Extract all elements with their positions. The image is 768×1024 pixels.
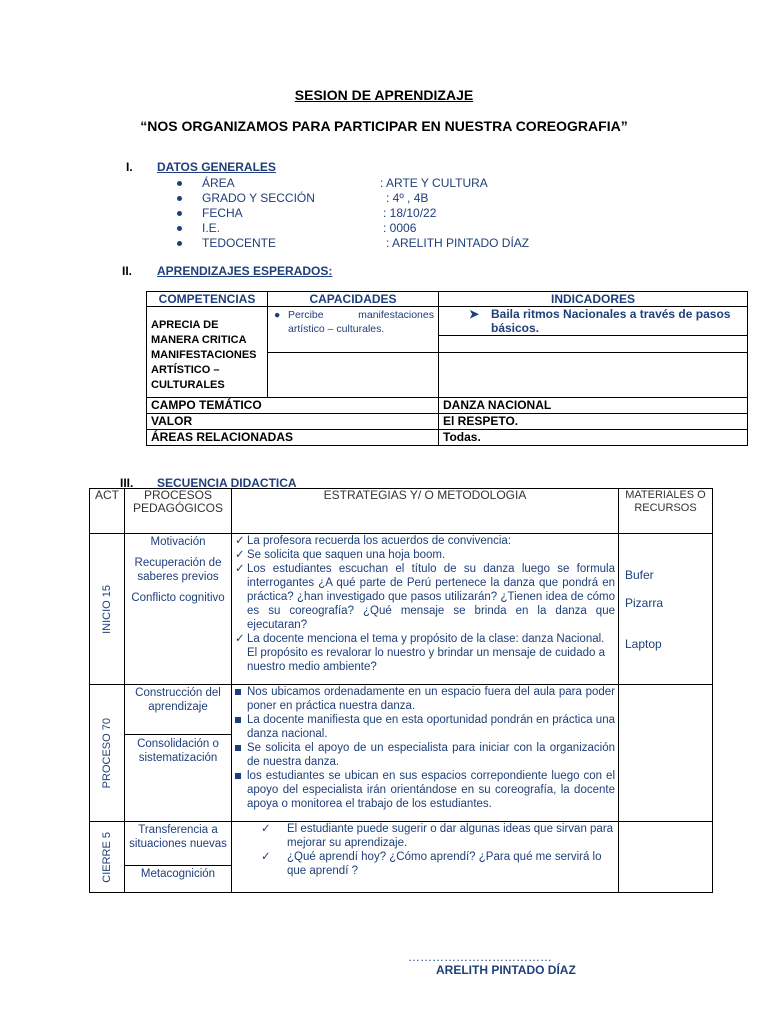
material-laptop: Laptop xyxy=(625,636,662,651)
check-icon: ✓ xyxy=(261,851,271,863)
inicio-label: INICIO 15 xyxy=(101,584,113,634)
strategy-text: La docente manifiesta que en esta oportunidad pondrán en práctica una danza nacional. xyxy=(247,714,615,740)
strategy-text: Se solicita el apoyo de un especialista para iniciar con la organización de nuestra danza. xyxy=(247,742,615,768)
cierre-label: CIERRE 5 xyxy=(101,831,113,883)
strategy-item xyxy=(235,822,615,850)
strategy-item xyxy=(235,548,615,562)
section-3-number: III. xyxy=(120,476,134,490)
arrow-bullet-icon: ➤ xyxy=(469,307,480,321)
section-2-title: APRENDIZAJES ESPERADOS: xyxy=(157,264,333,278)
competencia-cell xyxy=(147,307,268,398)
data-label: ÁREA xyxy=(202,176,235,190)
proceso-strategies-cell xyxy=(232,685,619,822)
strategy-text: Nos ubicamos ordenadamente en un espacio fuera del aula para poder poner en práctica nuestra danza. xyxy=(247,686,615,712)
bullet-icon xyxy=(177,241,182,246)
page-title: SESION DE APRENDIZAJE xyxy=(294,87,474,103)
indicador-empty-cell xyxy=(439,353,748,398)
material-bufer: Bufer xyxy=(625,567,654,582)
inicio-procesos-cell xyxy=(125,534,232,685)
section-1-number: I. xyxy=(126,160,133,174)
bullet-icon: ● xyxy=(274,309,281,321)
capacidad-empty-cell xyxy=(268,353,439,398)
square-bullet-icon xyxy=(235,745,241,751)
competencies-table xyxy=(146,291,748,446)
areas-value: Todas. xyxy=(439,430,748,446)
capacidad-cell xyxy=(268,307,439,353)
strategy-item xyxy=(235,562,615,632)
cierre-strategies-cell xyxy=(232,822,619,893)
proceso-conflicto: Conflicto cognitivo xyxy=(131,592,225,604)
indicador-text: Baila ritmos Nacionales a través de pasos básicos. xyxy=(491,307,731,335)
proceso-procesos-cell xyxy=(125,685,232,822)
signature-name: ARELITH PINTADO DÍAZ xyxy=(436,963,576,977)
material-pizarra: Pizarra xyxy=(625,595,664,610)
header-competencias: COMPETENCIAS xyxy=(147,292,268,307)
data-label: GRADO Y SECCIÓN xyxy=(202,191,315,205)
section-3-title: SECUENCIA DIDACTICA xyxy=(157,476,297,490)
general-data-row xyxy=(177,236,597,251)
indicador-empty-cell xyxy=(439,336,748,353)
proceso-metacognicion: Metacognición xyxy=(140,868,216,880)
materiales-empty-cell xyxy=(619,822,713,893)
materiales-empty-cell xyxy=(619,685,713,822)
check-icon: ✓ xyxy=(235,535,245,547)
strategy-item xyxy=(235,685,615,713)
campo-label: CAMPO TEMÁTICO xyxy=(147,398,439,414)
section-1-title: DATOS GENERALES xyxy=(157,160,276,174)
section-2-number: II. xyxy=(122,264,133,278)
header-capacidades: CAPACIDADES xyxy=(268,292,439,307)
strategy-text: ¿Qué aprendí hoy? ¿Cómo aprendí? ¿Para qué me servirá lo que aprendí ? xyxy=(287,851,602,877)
signature-line: ……………………………… xyxy=(408,950,552,964)
strategy-item xyxy=(235,713,615,741)
valor-value: El RESPETO. xyxy=(439,414,748,430)
cierre-procesos-cell xyxy=(125,822,232,893)
competencia-text: APRECIA DE MANERA CRITICA MANIFESTACIONES ARTÍSTICO – CULTURALES xyxy=(151,318,257,391)
indicador-cell xyxy=(439,307,748,336)
strategy-text: los estudiantes se ubican en sus espacios correpondiente luego con el apoyo del especialista irán orientándose en su coreografía, la docente apoya o monitorea el trabajo de los estudiantes. xyxy=(247,770,615,810)
didactic-sequence-table xyxy=(89,488,713,893)
check-icon: ✓ xyxy=(235,633,245,645)
square-bullet-icon xyxy=(235,717,241,723)
data-label: I.E. xyxy=(202,221,221,235)
data-value: : ARTE Y CULTURA xyxy=(380,176,488,190)
strategy-item xyxy=(235,741,615,769)
header-estrategias: ESTRATEGIAS Y/ O METODOLOGIA xyxy=(232,489,619,534)
strategy-item xyxy=(235,850,615,878)
general-data-row xyxy=(177,176,597,191)
header-materiales: MATERIALES O RECURSOS xyxy=(619,489,713,534)
square-bullet-icon xyxy=(235,773,241,779)
strategy-text: La docente menciona el tema y propósito de la clase: danza Nacional. El propósito es revalorar lo nuestro y brindar un mensaje de cuidado a nuestro medio ambiente? xyxy=(247,633,605,673)
proceso-transferencia: Transferencia a situaciones nuevas xyxy=(125,822,231,866)
general-data-row xyxy=(177,206,597,221)
data-value: : 4º , 4B xyxy=(386,191,429,205)
page-subtitle: “NOS ORGANIZAMOS PARA PARTICIPAR EN NUESTRA COREOGRAFIA” xyxy=(140,118,628,134)
capacidad-text: Percibe manifestaciones artístico – culturales. xyxy=(288,309,434,335)
cierre-label-cell xyxy=(90,822,125,893)
strategy-text: Los estudiantes escuchan el título de su danza luego se formula interrogantes ¿A qué parte de Perú pertenece la danza que pondrá en práctica? ¿han investigado que pasos utilizarán? ¿Tienen idea de cómo es su coreografía? ¿Qué mensaje se brinda en la danza que ejecutaran? xyxy=(247,563,615,631)
data-value: : ARELITH PINTADO DÍAZ xyxy=(386,236,530,250)
general-data-row xyxy=(177,221,597,236)
header-procesos: PROCESOS PEDAGÓGICOS xyxy=(125,489,232,534)
check-icon: ✓ xyxy=(235,549,245,561)
inicio-label-cell xyxy=(90,534,125,685)
strategy-item xyxy=(235,769,615,811)
strategy-item xyxy=(235,632,615,674)
check-icon: ✓ xyxy=(235,563,245,575)
check-icon: ✓ xyxy=(261,823,271,835)
square-bullet-icon xyxy=(235,689,241,695)
data-label: TEDOCENTE xyxy=(202,236,277,250)
proceso-motivacion: Motivación xyxy=(150,536,206,548)
strategy-item xyxy=(235,534,615,548)
data-value: : 0006 xyxy=(383,221,417,235)
proceso-label-cell xyxy=(90,685,125,822)
bullet-icon xyxy=(177,211,182,216)
valor-label: VALOR xyxy=(147,414,439,430)
header-act: ACT xyxy=(90,489,125,534)
materiales-cell xyxy=(619,534,713,685)
campo-value: DANZA NACIONAL xyxy=(439,398,748,414)
bullet-icon xyxy=(177,226,182,231)
areas-label: ÁREAS RELACIONADAS xyxy=(147,430,439,446)
proceso-consolidacion: Consolidación o sistematización xyxy=(137,738,219,764)
data-value: : 18/10/22 xyxy=(383,206,437,220)
strategy-text: Se solicita que saquen una hoja boom. xyxy=(247,549,446,561)
proceso-label: PROCESO 70 xyxy=(101,717,113,789)
proceso-recuperacion: Recuperación de saberes previos xyxy=(134,557,222,583)
bullet-icon xyxy=(177,196,182,201)
bullet-icon xyxy=(177,181,182,186)
proceso-construccion: Construcción del aprendizaje xyxy=(125,685,231,735)
header-indicadores: INDICADORES xyxy=(439,292,748,307)
inicio-strategies-cell xyxy=(232,534,619,685)
data-label: FECHA xyxy=(202,206,243,220)
general-data-list xyxy=(177,176,597,251)
strategy-text: La profesora recuerda los acuerdos de convivencia: xyxy=(247,535,512,547)
strategy-text: El estudiante puede sugerir o dar algunas ideas que sirvan para mejorar su aprendizaje. xyxy=(287,823,614,849)
general-data-row xyxy=(177,191,597,206)
